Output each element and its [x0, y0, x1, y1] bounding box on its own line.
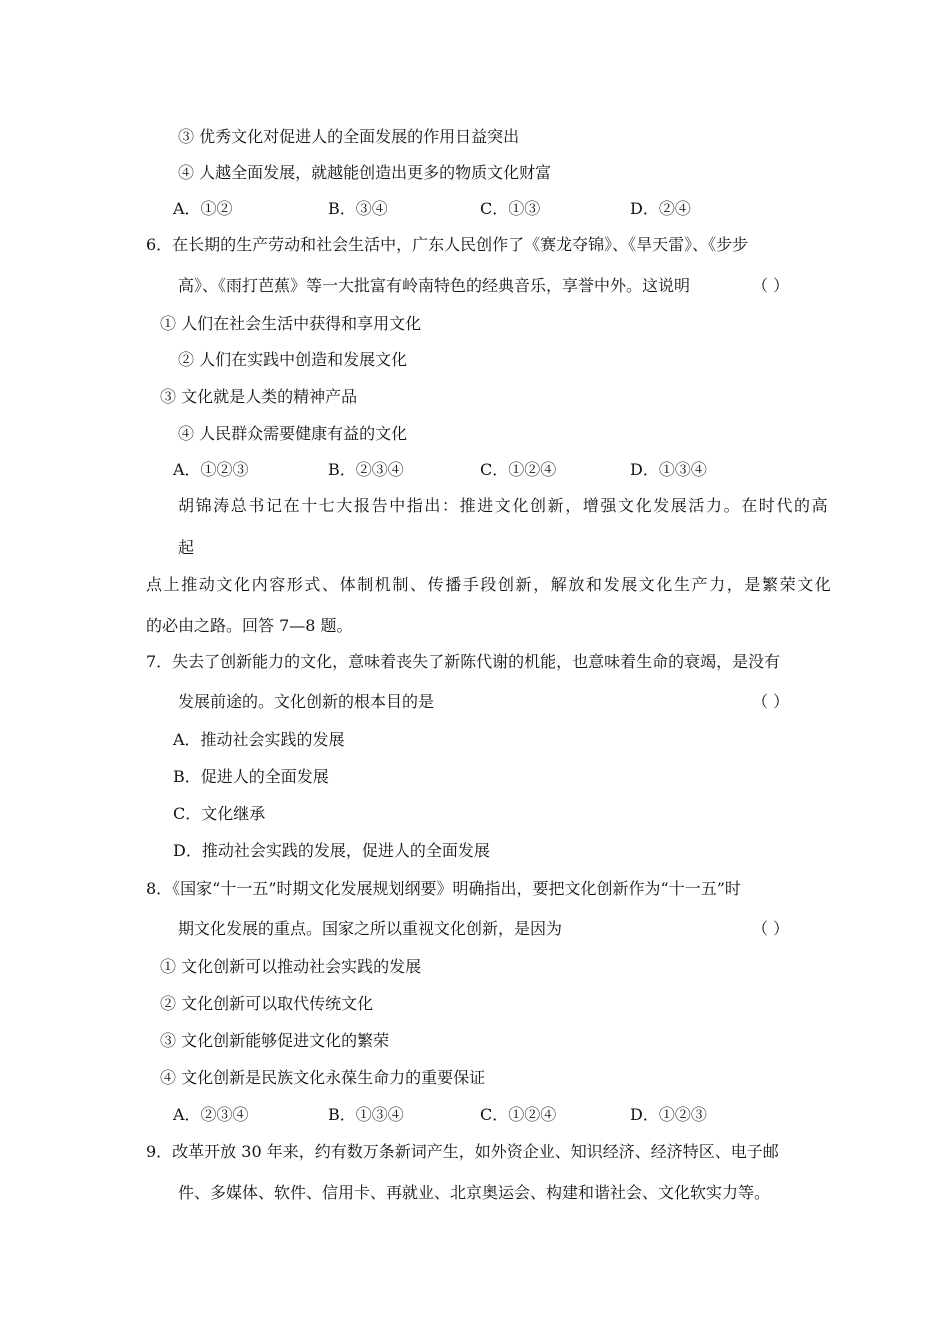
q6-item-4: ④ 人民群众需要健康有益的文化 [178, 424, 408, 443]
q6-stem-line2: 高》、《雨打芭蕉》等一大批富有岭南特色的经典音乐，享誉中外。这说明 [178, 276, 691, 295]
q6-option-b: B．②③④ [328, 460, 404, 479]
q5-item-3: ③ 优秀文化对促进人的全面发展的作用日益突出 [178, 127, 520, 146]
q7-option-d: D．推动社会实践的发展，促进人的全面发展 [173, 841, 490, 860]
q6-stem-line1: 6．在长期的生产劳动和社会生活中，广东人民创作了《赛龙夺锦》、《旱天雷》、《步步 [146, 235, 749, 254]
q9-stem-line1: 9．改革开放 30 年来，约有数万条新词产生，如外资企业、知识经济、经济特区、电子邮 [146, 1142, 779, 1161]
q8-option-b: B．①③④ [328, 1105, 404, 1124]
q8-stem-line2: 期文化发展的重点。国家之所以重视文化创新，是因为 [178, 919, 563, 938]
q6-item-3: ③ 文化就是人类的精神产品 [160, 387, 358, 406]
q7-stem-line2: 发展前途的。文化创新的根本目的是 [178, 692, 435, 711]
passage-line3: 点上推动文化内容形式、体制机制、传播手段创新，解放和发展文化生产力，是繁荣文化 [146, 575, 833, 594]
q8-option-c: C．①②④ [480, 1105, 557, 1124]
q8-stem-line1: 8．《国家“十一五”时期文化发展规划纲要》明确指出，要把文化创新作为“十一五”时 [146, 879, 741, 898]
q8-option-a: A．②③④ [173, 1105, 249, 1124]
q7-answer-paren: （ ） [752, 692, 790, 711]
q6-item-1: ① 人们在社会生活中获得和享用文化 [160, 314, 422, 333]
q5-option-b: B．③④ [328, 199, 388, 218]
q7-option-b: B．促进人的全面发展 [173, 767, 329, 786]
q5-option-d: D．②④ [630, 199, 691, 218]
q7-option-a: A．推动社会实践的发展 [173, 730, 345, 749]
q8-option-d: D．①②③ [630, 1105, 707, 1124]
q6-option-c: C．①②④ [480, 460, 557, 479]
q8-item-4: ④ 文化创新是民族文化永葆生命力的重要保证 [160, 1068, 486, 1087]
passage-line1: 胡锦涛总书记在十七大报告中指出：推进文化创新，增强文化发展活力。在时代的高 [178, 496, 830, 515]
q6-option-a: A．①②③ [173, 460, 249, 479]
passage-line2: 起 [178, 538, 195, 557]
q5-item-4: ④ 人越全面发展，就越能创造出更多的物质文化财富 [178, 163, 552, 182]
q5-option-c: C．①③ [480, 199, 541, 218]
q5-option-a: A．①② [173, 199, 233, 218]
q7-option-c: C．文化继承 [173, 804, 266, 823]
q8-answer-paren: （ ） [752, 919, 790, 938]
passage-line4: 的必由之路。回答 7—8 题。 [146, 616, 353, 635]
q7-stem-line1: 7．失去了创新能力的文化，意味着丧失了新陈代谢的机能，也意味着生命的衰竭，是没有 [146, 652, 781, 671]
q9-stem-line2: 件、多媒体、软件、信用卡、再就业、北京奥运会、构建和谐社会、文化软实力等。 [178, 1183, 771, 1202]
q8-item-3: ③ 文化创新能够促进文化的繁荣 [160, 1031, 390, 1050]
q8-item-2: ② 文化创新可以取代传统文化 [160, 994, 374, 1013]
q6-answer-paren: （ ） [752, 276, 790, 295]
q6-option-d: D．①③④ [630, 460, 707, 479]
q8-item-1: ① 文化创新可以推动社会实践的发展 [160, 957, 422, 976]
q6-item-2: ② 人们在实践中创造和发展文化 [178, 350, 408, 369]
